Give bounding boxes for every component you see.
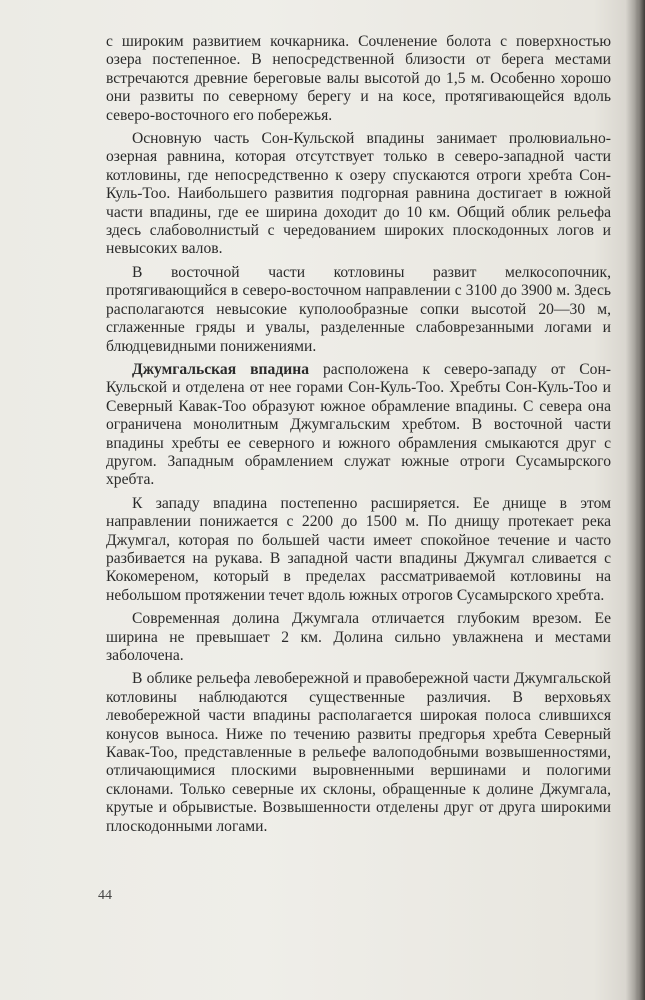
section-heading-dzhumgal: Джумгальская впадина — [132, 360, 309, 378]
page-edge-shadow — [635, 0, 645, 1000]
paragraph-5-text: К западу впадина постепенно расширяется. Ее днище в этом направлении понижается с 2200 до 1500 м. По днищу протекает река Джумгал, которая по большей части имеет спокойное течение и часто разбивается на рукава. В западной части впадины Джумгал сливается с Кокомереном, который в пределах рассматриваемой котловины на небольшом протяжении течет вдоль южных отрогов Сусамырского хребта. — [106, 494, 611, 604]
paragraph-2 — [106, 130, 611, 259]
paragraph-7-text: В облике рельефа левобережной и правобережной части Джумгальской котловины наблюдаются существенные различия. В верховьях левобережной части впадины располагается широкая полоса слившихся конусов выноса. Ниже по течению развиты предгорья хребта Северный Кавак-Тоо, представленные в рельефе валоподобными возвышенностями, отличающимися плоскими выровненными вершинами и пологими склонами. Только северные их склоны, обращенные к долине Джумгала, крутые и обрывистые. Возвышенности отделены друг от друга широкими плоскодонными логами. — [106, 670, 611, 835]
paragraph-6 — [106, 610, 611, 665]
paragraph-4 — [106, 361, 611, 490]
page-number: 44 — [98, 888, 112, 903]
paragraph-1 — [106, 33, 611, 125]
paragraph-6-text: Современная долина Джумгала отличается глубоким врезом. Ее ширина не превышает 2 км. Долина сильно увлажнена и местами заболочена. — [106, 610, 611, 664]
paragraph-5 — [106, 495, 611, 605]
paragraph-3-text: В восточной части котловины развит мелкосопочник, протягивающийся в северо-восточном направлении с 3100 до 3900 м. Здесь располагаются невысокие куполообразные сопки высотой 20—30 м, сглаженные гряды и увалы, разделенные слабоврезанными логами и блюдцевидными понижениями. — [106, 263, 611, 355]
body-text — [106, 33, 611, 841]
paragraph-4-text: расположена к северо-западу от Сон-Кульской и отделена от нее горами Сон-Куль-Тоо. Хребты Сон-Куль-Тоо и Северный Кавак-Тоо образуют южное обрамление впадины. С севера она ограничена монолитным Джумгальским хребтом. В восточной части впадины хребты ее северного и южного обрамления смыкаются друг с другом. Западным обрамлением служат южные отроги Сусамырского хребта. — [106, 360, 611, 489]
paragraph-1-text: с широким развитием кочкарника. Сочленение болота с поверхностью озера постепенное. В непосредственной близости от берега местами встречаются древние береговые валы высотой до 1,5 м. Особенно хорошо они развиты по северному берегу и на косе, протягивающейся вдоль северо-восточного его побережья. — [106, 33, 611, 124]
paragraph-3 — [106, 264, 611, 356]
paragraph-7 — [106, 670, 611, 836]
paragraph-2-text: Основную часть Сон-Кульской впадины занимает пролювиально-озерная равнина, которая отсутствует только в северо-западной части котловины, где непосредственно к озеру спускаются отроги хребта Сон-Куль-Тоо. Наибольшего развития подгорная равнина достигает в южной части впадины, где ее ширина доходит до 10 км. Общий облик рельефа здесь слабоволнистый с чередованием широких плоскодонных логов и невысоких валов. — [106, 130, 611, 258]
